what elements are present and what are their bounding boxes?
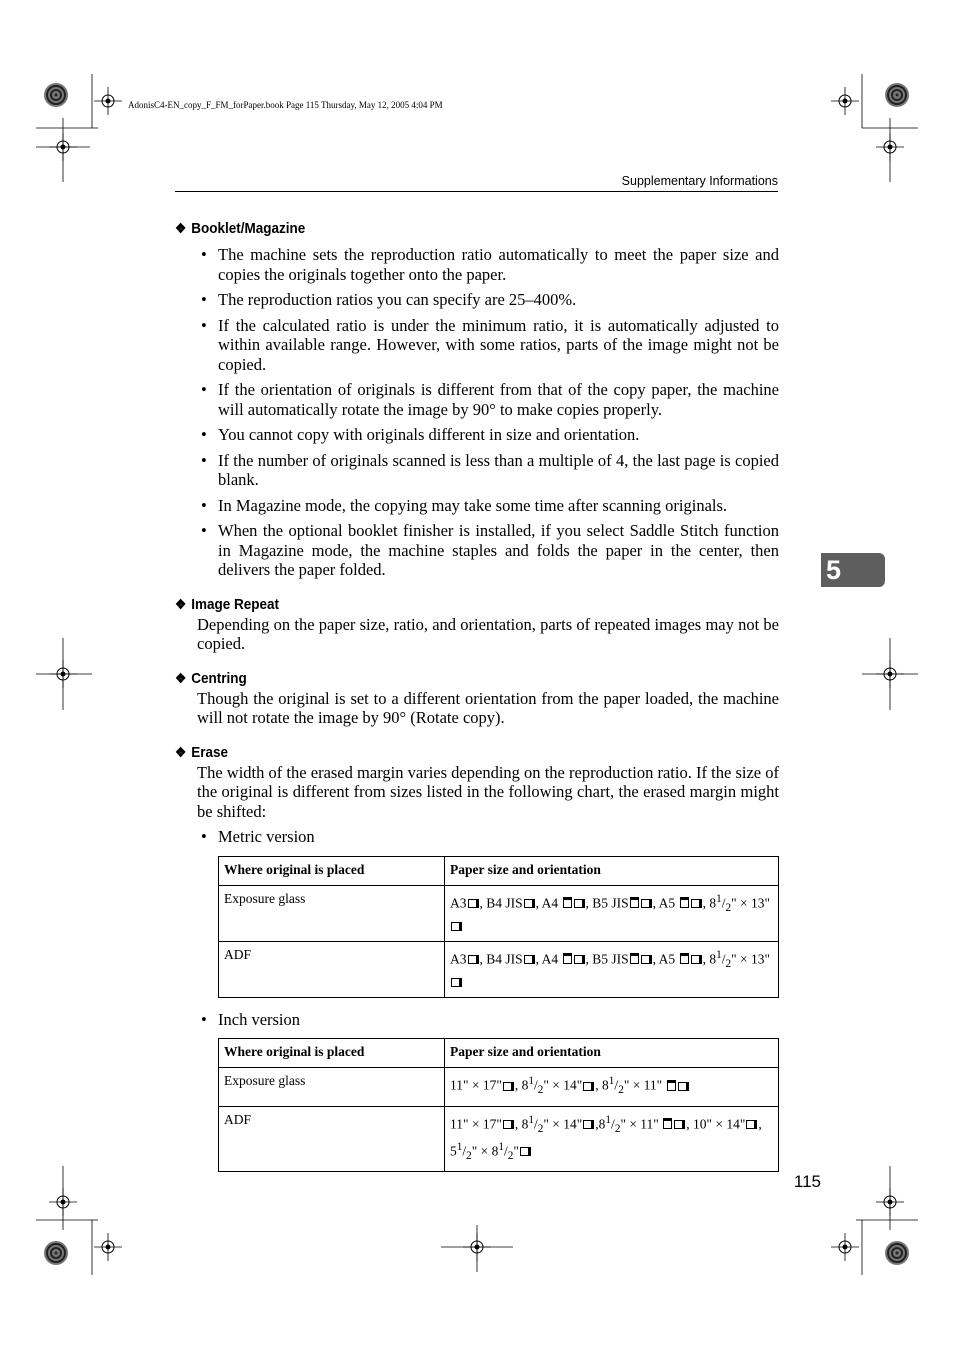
portrait-orientation-icon xyxy=(630,897,639,908)
landscape-orientation-icon xyxy=(583,1120,594,1129)
diamond-icon: ❖ xyxy=(175,743,187,760)
page-number: 115 xyxy=(793,1172,821,1191)
inch-erase-table xyxy=(218,1038,779,1172)
metric-erase-table xyxy=(218,856,779,998)
table-row xyxy=(219,941,779,997)
registration-mark-icon xyxy=(94,1233,122,1261)
landscape-orientation-icon xyxy=(574,955,585,964)
landscape-orientation-icon xyxy=(468,955,479,964)
section-text: Depending on the paper size, ratio, and orientation, parts of repeated images may not be copied. xyxy=(197,614,779,653)
landscape-orientation-icon xyxy=(641,899,652,908)
section-image-repeat xyxy=(175,594,779,654)
portrait-orientation-icon xyxy=(680,897,689,908)
table-header: Where original is placed xyxy=(219,1039,445,1068)
table-header: Where original is placed xyxy=(219,856,445,885)
print-info: AdonisC4-EN_copy_F_FM_forPaper.book Page 115 Thursday, May 12, 2005 4:04 PM xyxy=(128,100,443,110)
portrait-orientation-icon xyxy=(630,953,639,964)
portrait-orientation-icon xyxy=(563,953,572,964)
chapter-tab: 5 xyxy=(821,553,885,587)
table-cell-place: Exposure glass xyxy=(219,885,445,941)
bullet-list xyxy=(197,827,779,847)
section-booklet-magazine xyxy=(175,218,779,580)
registration-target-icon xyxy=(44,83,68,107)
landscape-orientation-icon xyxy=(520,1147,531,1156)
section-heading: ❖ Erase xyxy=(175,743,228,761)
portrait-orientation-icon xyxy=(667,1080,676,1091)
diamond-icon: ❖ xyxy=(175,669,187,686)
list-item: • If the number of originals scanned is less than a multiple of 4, the last page is copied blank. xyxy=(197,451,779,490)
header-rule xyxy=(175,191,778,192)
bullet-list xyxy=(197,245,779,580)
registration-target-icon xyxy=(885,83,909,107)
list-item: • Metric version xyxy=(197,827,779,847)
table-header-row xyxy=(219,856,779,885)
landscape-orientation-icon xyxy=(524,955,535,964)
landscape-orientation-icon xyxy=(678,1082,689,1091)
page-content xyxy=(175,218,779,1186)
list-item: • If the calculated ratio is under the minimum ratio, it is automatically adjusted to within available range. However, with some ratios, parts of the image might not be copied. xyxy=(197,316,779,375)
landscape-orientation-icon xyxy=(691,955,702,964)
diamond-icon: ❖ xyxy=(175,220,187,236)
portrait-orientation-icon xyxy=(563,897,572,908)
landscape-orientation-icon xyxy=(503,1120,514,1129)
list-item: • The reproduction ratios you can specify are 25–400%. xyxy=(197,290,779,310)
section-text: The width of the erased margin varies depending on the reproduction ratio. If the size of the original is different from sizes listed in the following chart, the erased margin might be shifted: xyxy=(197,762,779,821)
landscape-orientation-icon xyxy=(503,1082,514,1091)
table-row xyxy=(219,885,779,941)
list-item: • If the orientation of originals is different from that of the copy paper, the machine will automatically rotate the image by 90° to make copies properly. xyxy=(197,380,779,419)
table-cell-place: ADF xyxy=(219,941,445,997)
table-header: Paper size and orientation xyxy=(445,1039,779,1068)
table-header-row xyxy=(219,1039,779,1068)
registration-target-icon xyxy=(885,1241,909,1265)
section-heading: ❖ Image Repeat xyxy=(175,595,279,613)
landscape-orientation-icon xyxy=(468,899,479,908)
landscape-orientation-icon xyxy=(574,899,585,908)
list-item: • The machine sets the reproduction ratio automatically to meet the paper size and copies the originals together onto the paper. xyxy=(197,245,779,284)
landscape-orientation-icon xyxy=(641,955,652,964)
registration-mark-icon xyxy=(831,87,859,115)
diamond-icon: ❖ xyxy=(175,595,187,612)
running-header: Supplementary Informations xyxy=(621,174,778,188)
table-cell-sizes: 11" × 17" , $8^1/_2$" × 14" $,8^1/_2$" × 11" , 10" × 14" , $5^1/_2$" × $8^1/_2$" xyxy=(445,1106,779,1171)
table-cell-sizes: A3 , B4 JIS , A4 , B5 JIS , A5 , $8^1/_2$" × 13" xyxy=(445,941,779,997)
landscape-orientation-icon xyxy=(746,1120,757,1129)
landscape-orientation-icon xyxy=(674,1120,685,1129)
registration-mark-icon xyxy=(831,1233,859,1261)
table-cell-place: ADF xyxy=(219,1106,445,1171)
list-item: • When the optional booklet finisher is installed, if you select Saddle Stitch function in Magazine mode, the machine staples and folds the paper in the center, then delivers the paper folded. xyxy=(197,521,779,580)
landscape-orientation-icon xyxy=(691,899,702,908)
section-centring xyxy=(175,668,779,728)
section-heading: ❖ Booklet/Magazine xyxy=(175,220,306,237)
table-cell-sizes: 11" × 17" , $8^1/_2$" × 14" , $8^1/_2$" × 11" xyxy=(445,1068,779,1106)
section-erase xyxy=(175,742,779,1172)
table-header: Paper size and orientation xyxy=(445,856,779,885)
registration-target-icon xyxy=(44,1241,68,1265)
registration-mark-icon xyxy=(94,87,122,115)
landscape-orientation-icon xyxy=(524,899,535,908)
bullet-list xyxy=(197,1010,779,1030)
section-heading: ❖ Centring xyxy=(175,669,247,687)
landscape-orientation-icon xyxy=(451,922,462,931)
list-item: • In Magazine mode, the copying may take some time after scanning originals. xyxy=(197,496,779,516)
table-row xyxy=(219,1068,779,1106)
portrait-orientation-icon xyxy=(663,1118,672,1129)
list-item: • You cannot copy with originals different in size and orientation. xyxy=(197,425,779,445)
list-item: • Inch version xyxy=(197,1010,779,1030)
landscape-orientation-icon xyxy=(451,978,462,987)
landscape-orientation-icon xyxy=(583,1082,594,1091)
table-row xyxy=(219,1106,779,1171)
portrait-orientation-icon xyxy=(680,953,689,964)
table-cell-sizes: A3 , B4 JIS , A4 , B5 JIS , A5 , $8^1/_2$" × 13" xyxy=(445,885,779,941)
section-text: Though the original is set to a different orientation from the paper loaded, the machine will not rotate the image by 90° (Rotate copy). xyxy=(197,688,779,727)
table-cell-place: Exposure glass xyxy=(219,1068,445,1106)
